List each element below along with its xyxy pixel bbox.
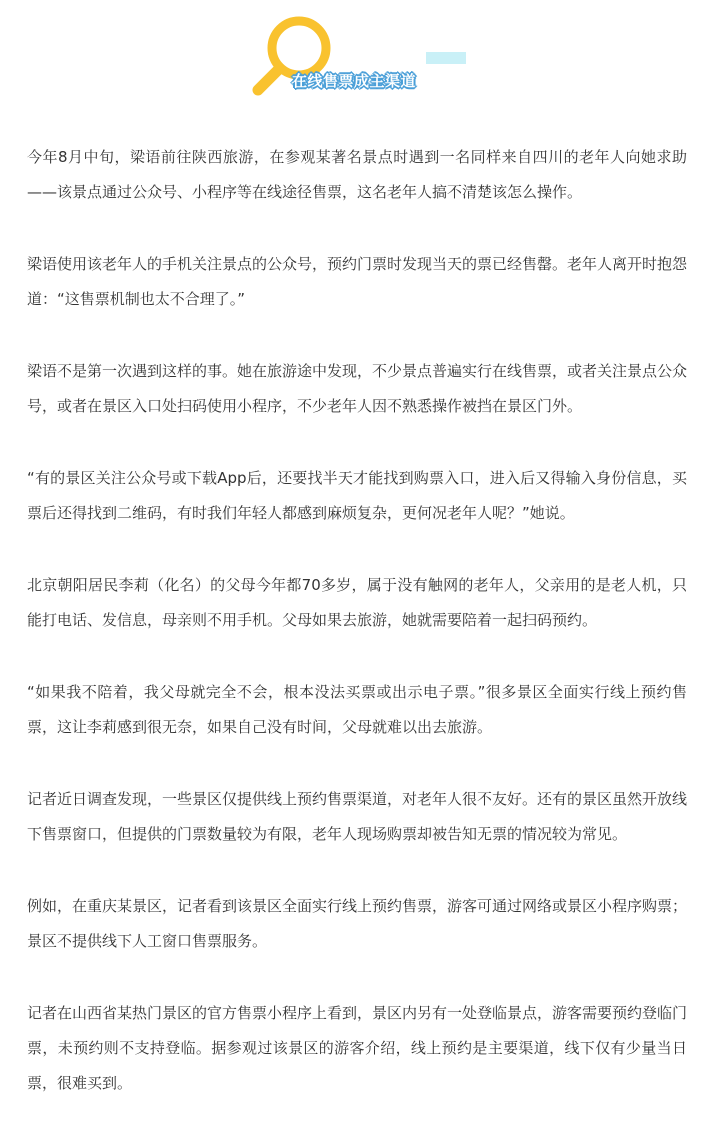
section-header — [0, 0, 705, 110]
paragraph-5: 北京朝阳居民李莉（化名）的父母今年都70多岁，属于没有触网的老年人，父亲用的是老人机，只能打电话、发信息，母亲则不用手机。父母如果去旅游，她就需要陪着一起扫码预约。 — [27, 576, 687, 629]
paragraph-9: 记者在山西省某热门景区的官方售票小程序上看到，景区内另有一处登临景点，游客需要预约登临门票，未预约则不支持登临。据参观过该景区的游客介绍，线上预约是主要渠道，线下仅有少量当日票，很难买到。 — [27, 1004, 688, 1092]
paragraph-6: “如果我不陪着，我父母就完全不会，根本没法买票或出示电子票。”很多景区全面实行线上预约售票，这让李莉感到很无奈，如果自己没有时间，父母就难以出去旅游。 — [27, 683, 687, 736]
paragraph-3: 梁语不是第一次遇到这样的事。她在旅游途中发现，不少景点普遍实行在线售票，或者关注景点公众号，或者在景区入口处扫码使用小程序，不少老年人因不熟悉操作被挡在景区门外。 — [27, 362, 688, 415]
paragraph-4: “有的景区关注公众号或下载App后，还要找半天才能找到购票入口，进入后又得输入身份信息，买票后还得找到二维码，有时我们年轻人都感到麻烦复杂，更何况老年人呢？”她说。 — [27, 469, 687, 522]
section-title: 在线售票成主渠道 — [292, 72, 417, 90]
paragraph-7: 记者近日调查发现，一些景区仅提供线上预约售票渠道，对老年人很不友好。还有的景区虽然开放线下售票窗口，但提供的门票数量较为有限，老年人现场购票却被告知无票的情况较为常见。 — [27, 790, 688, 843]
paragraph-8: 例如，在重庆某景区，记者看到该景区全面实行线上预约售票，游客可通过网络或景区小程序购票；景区不提供线下人工窗口售票服务。 — [27, 897, 688, 950]
article-body — [27, 140, 687, 1138]
accent-decoration — [426, 52, 466, 64]
paragraph-1: 今年8月中旬，梁语前往陕西旅游，在参观某著名景点时遇到一名同样来自四川的老年人向她求助——该景点通过公众号、小程序等在线途径售票，这名老年人搞不清楚该怎么操作。 — [27, 148, 687, 201]
paragraph-2: 梁语使用该老年人的手机关注景点的公众号，预约门票时发现当天的票已经售罄。老年人离开时抱怨道：“这售票机制也太不合理了。” — [27, 255, 688, 308]
